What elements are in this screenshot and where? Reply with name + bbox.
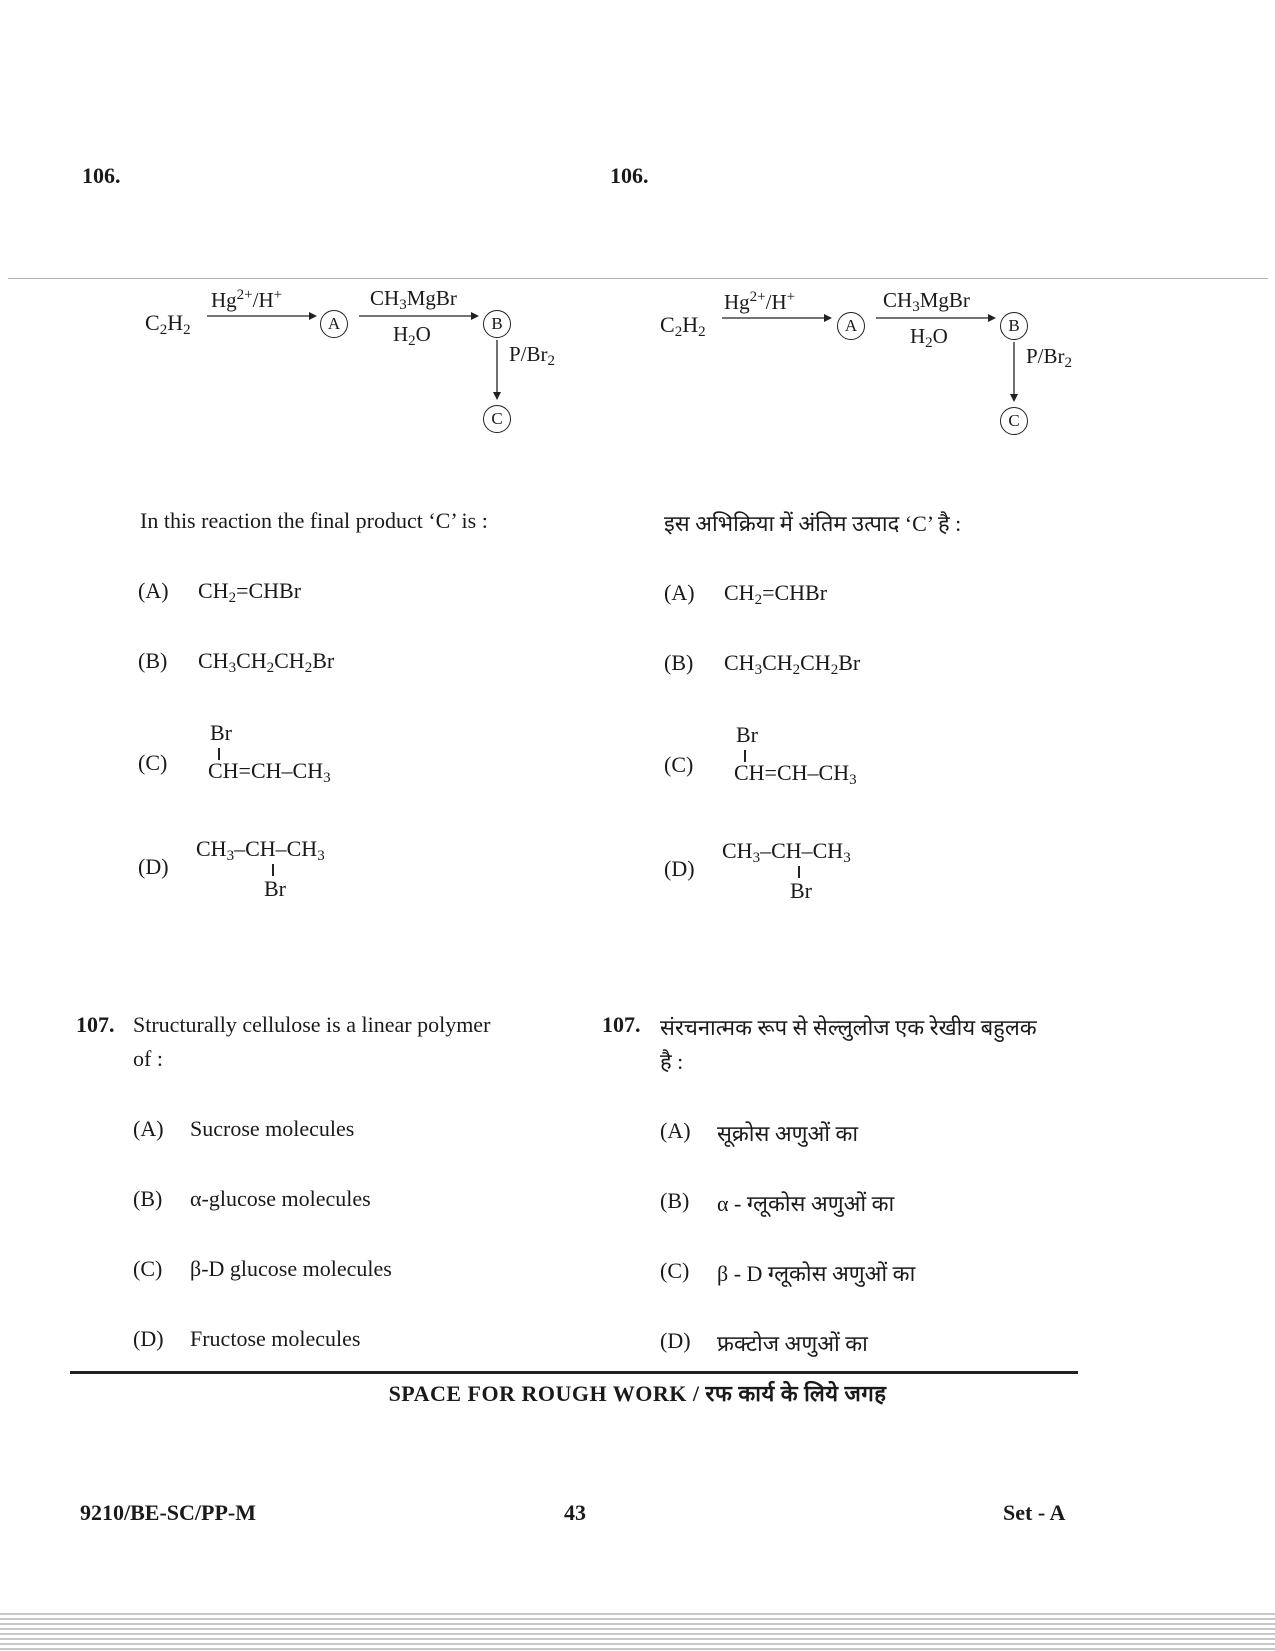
reagent-hg: $Hg^{2+}/H^+$ — [724, 289, 796, 314]
question-number-107-en: 107. — [76, 1012, 115, 1037]
reaction-scheme-hi — [660, 288, 1120, 462]
top-divider — [8, 278, 1268, 279]
option-107-a-en — [133, 1116, 533, 1146]
scan-edge-stripes — [0, 1610, 1275, 1651]
option-106-b-en — [138, 648, 538, 678]
bond-line — [798, 866, 800, 878]
arrow-3 — [1006, 340, 1022, 402]
option-107-a-hi — [660, 1118, 1060, 1148]
arrow-3 — [489, 338, 505, 400]
question-106-stem-en: In this reaction the final product ‘C’ is : — [140, 508, 488, 533]
option-text: Fructose molecules — [190, 1326, 361, 1351]
substituent-br: Br — [264, 876, 286, 901]
product-a-circle: A — [320, 310, 348, 338]
reagent-ch3mgbr: $CH_3MgBr$ — [883, 288, 970, 315]
question-106-stem-hi: इस अभिक्रिया में अंतिम उत्पाद ‘C’ है : — [664, 511, 962, 536]
option-formula: $CH_3-CH-CH_3$ — [196, 836, 325, 864]
reaction-scheme-en — [145, 286, 605, 460]
option-text: β-D glucose molecules — [190, 1256, 392, 1281]
substituent-br: Br — [210, 720, 232, 745]
option-label: (C) — [664, 752, 694, 777]
question-107-stem-hi-line1: संरचनात्मक रूप से सेल्लुलोज एक रेखीय बहुलक — [660, 1015, 1037, 1040]
product-b-circle: B — [483, 310, 511, 338]
option-label: (C) — [660, 1258, 690, 1283]
option-107-b-hi — [660, 1188, 1060, 1218]
option-107-d-en — [133, 1326, 533, 1356]
option-106-a-hi — [664, 580, 1064, 610]
option-label: (D) — [133, 1326, 164, 1351]
substituent-br: Br — [790, 878, 812, 903]
option-label: (A) — [138, 578, 169, 603]
option-106-d-en — [138, 836, 538, 906]
option-106-c-en — [138, 720, 538, 790]
option-label: (B) — [138, 648, 168, 673]
option-label: (A) — [133, 1116, 164, 1141]
option-formula: $CH_3CH_2CH_2Br$ — [198, 648, 335, 676]
option-106-a-en — [138, 578, 538, 608]
reagent-h2o: $H_2O$ — [910, 324, 948, 351]
question-107-stem-en-line1: Structurally cellulose is a linear polymer — [133, 1012, 491, 1037]
option-107-c-hi — [660, 1258, 1060, 1288]
option-107-d-hi — [660, 1328, 1060, 1358]
paper-code: 9210/BE-SC/PP-M — [80, 1500, 256, 1525]
option-label: (D) — [138, 854, 169, 879]
reactant-c2h2: $C_2H_2$ — [145, 310, 191, 338]
question-number-106-hi: 106. — [610, 163, 649, 188]
option-formula: $CH=CH-CH_3$ — [734, 760, 857, 788]
option-text: α-glucose molecules — [190, 1186, 371, 1211]
arrow-1 — [720, 310, 832, 326]
option-label: (D) — [664, 856, 695, 881]
rough-work-label: SPACE FOR ROUGH WORK / रफ कार्य के लिये जगह — [388, 1381, 887, 1406]
question-number-107-hi: 107. — [602, 1012, 641, 1037]
option-formula: $CH=CH-CH_3$ — [208, 758, 331, 786]
reagent-pbr2: $P/Br_2$ — [509, 342, 556, 369]
option-text: α - ग्लूकोस अणुओं का — [717, 1191, 895, 1216]
option-text: β - D ग्लूकोस अणुओं का — [717, 1261, 916, 1286]
option-formula: $CH_2=CHBr$ — [724, 580, 828, 608]
product-c-circle: C — [1000, 407, 1028, 435]
product-b-circle: B — [1000, 312, 1028, 340]
option-106-c-hi — [664, 722, 1064, 792]
option-label: (B) — [133, 1186, 163, 1211]
reagent-hg: $Hg^{2+}/H^+$ — [211, 287, 283, 312]
option-formula: $CH_3-CH-CH_3$ — [722, 838, 851, 866]
option-text: Sucrose molecules — [190, 1116, 355, 1141]
set-label: Set - A — [1003, 1500, 1066, 1525]
option-107-b-en — [133, 1186, 533, 1216]
option-text: सूक्रोस अणुओं का — [717, 1121, 859, 1146]
option-label: (B) — [664, 650, 694, 675]
option-label: (A) — [660, 1118, 691, 1143]
option-label: (D) — [660, 1328, 691, 1353]
option-106-b-hi — [664, 650, 1064, 680]
substituent-br: Br — [736, 722, 758, 747]
page-number: 43 — [564, 1500, 586, 1525]
reagent-pbr2: $P/Br_2$ — [1026, 344, 1073, 371]
reactant-c2h2: $C_2H_2$ — [660, 312, 706, 340]
bond-line — [272, 864, 274, 876]
option-text: फ्रक्टोज अणुओं का — [717, 1331, 868, 1356]
option-label: (C) — [133, 1256, 163, 1281]
footer-divider — [70, 1371, 1078, 1374]
option-106-d-hi — [664, 838, 1064, 908]
option-107-c-en — [133, 1256, 533, 1286]
reagent-ch3mgbr: $CH_3MgBr$ — [370, 286, 457, 313]
product-c-circle: C — [483, 405, 511, 433]
product-a-circle: A — [837, 312, 865, 340]
option-label: (B) — [660, 1188, 690, 1213]
question-107-stem-hi-line2: है : — [660, 1049, 684, 1074]
question-107-stem-en-line2: of : — [133, 1046, 163, 1071]
option-formula: $CH_3CH_2CH_2Br$ — [724, 650, 861, 678]
option-label: (C) — [138, 750, 168, 775]
arrow-1 — [205, 308, 317, 324]
question-number-106-en: 106. — [82, 163, 121, 188]
option-label: (A) — [664, 580, 695, 605]
reagent-h2o: $H_2O$ — [393, 322, 431, 349]
option-formula: $CH_2=CHBr$ — [198, 578, 302, 606]
